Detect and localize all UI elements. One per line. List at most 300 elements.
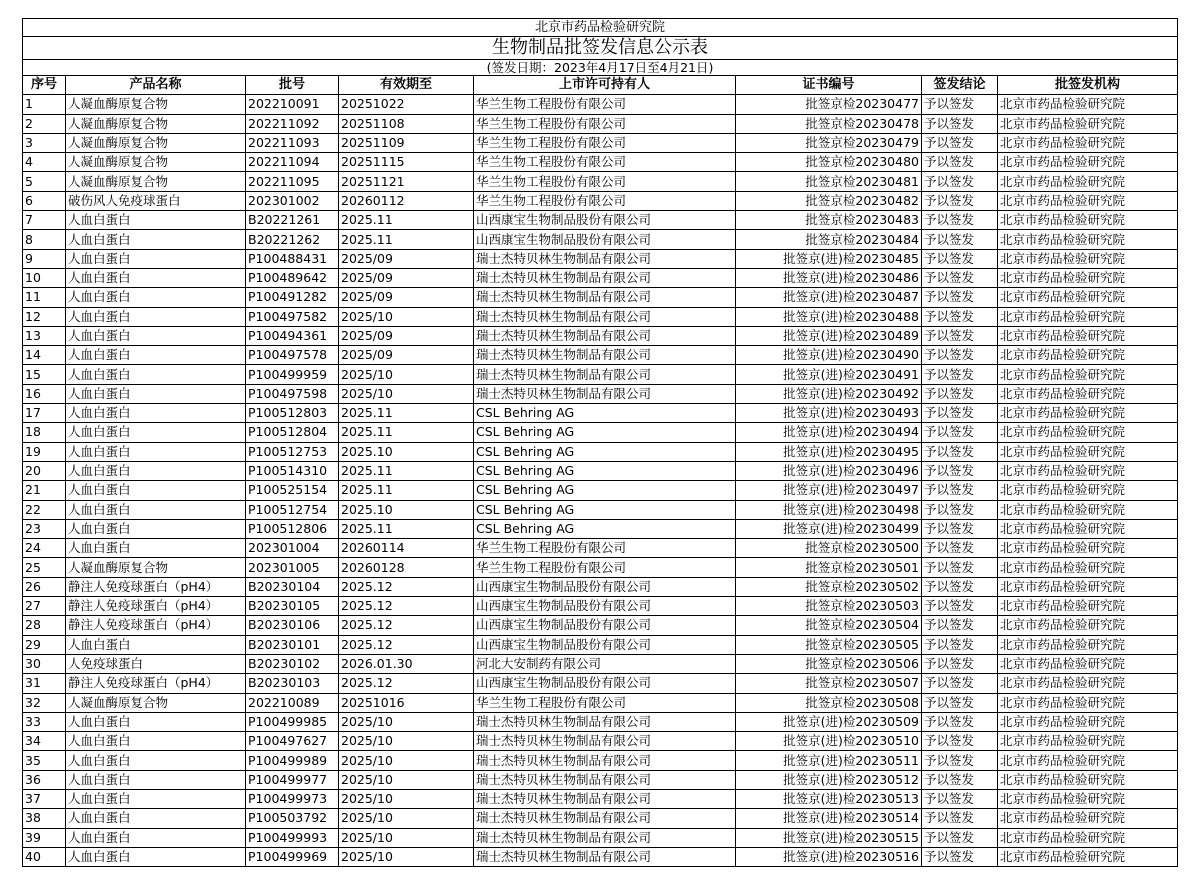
cell-col-agency[interactable]: 北京市药品检验研究院: [998, 461, 1178, 480]
cell-col-holder[interactable]: 华兰生物工程股份有限公司: [474, 558, 736, 577]
cell-col-agency[interactable]: 北京市药品检验研究院: [998, 481, 1178, 500]
cell-col-cert[interactable]: 批签京检20230482: [736, 191, 922, 210]
cell-col-cert[interactable]: 批签京(进)检20230493: [736, 404, 922, 423]
cell-col-agency[interactable]: 北京市药品检验研究院: [998, 828, 1178, 847]
cell-col-agency[interactable]: 北京市药品检验研究院: [998, 539, 1178, 558]
cell-col-cert[interactable]: 批签京检20230484: [736, 230, 922, 249]
cell-col-batch[interactable]: P100499977: [246, 770, 339, 789]
cell-col-conclusion[interactable]: 予以签发: [922, 307, 998, 326]
cell-col-seq[interactable]: 6: [23, 191, 66, 210]
cell-col-agency[interactable]: 北京市药品检验研究院: [998, 365, 1178, 384]
cell-col-holder[interactable]: 华兰生物工程股份有限公司: [474, 133, 736, 152]
cell-col-cert[interactable]: 批签京检20230483: [736, 211, 922, 230]
cell-col-agency[interactable]: 北京市药品检验研究院: [998, 249, 1178, 268]
cell-col-holder[interactable]: 瑞士杰特贝林生物制品有限公司: [474, 847, 736, 866]
cell-col-cert[interactable]: 批签京(进)检20230489: [736, 326, 922, 345]
cell-col-product[interactable]: 人免疫球蛋白: [66, 654, 246, 673]
cell-col-conclusion[interactable]: 予以签发: [922, 346, 998, 365]
cell-col-agency[interactable]: 北京市药品检验研究院: [998, 153, 1178, 172]
cell-col-product[interactable]: 人血白蛋白: [66, 288, 246, 307]
cell-col-batch[interactable]: P100499959: [246, 365, 339, 384]
cell-col-seq[interactable]: 16: [23, 384, 66, 403]
cell-col-conclusion[interactable]: 予以签发: [922, 249, 998, 268]
cell-col-agency[interactable]: 北京市药品检验研究院: [998, 211, 1178, 230]
cell-col-expiry[interactable]: 20251016: [339, 693, 474, 712]
cell-col-holder[interactable]: 华兰生物工程股份有限公司: [474, 153, 736, 172]
cell-col-holder[interactable]: CSL Behring AG: [474, 423, 736, 442]
cell-col-expiry[interactable]: 2025/10: [339, 365, 474, 384]
cell-col-cert[interactable]: 批签京(进)检20230496: [736, 461, 922, 480]
cell-col-agency[interactable]: 北京市药品检验研究院: [998, 732, 1178, 751]
cell-col-expiry[interactable]: 2025/09: [339, 326, 474, 345]
cell-col-conclusion[interactable]: 予以签发: [922, 404, 998, 423]
cell-col-cert[interactable]: 批签京(进)检20230485: [736, 249, 922, 268]
cell-col-cert[interactable]: 批签京(进)检20230487: [736, 288, 922, 307]
cell-col-agency[interactable]: 北京市药品检验研究院: [998, 519, 1178, 538]
cell-col-batch[interactable]: B20230105: [246, 597, 339, 616]
cell-col-product[interactable]: 人血白蛋白: [66, 307, 246, 326]
cell-col-batch[interactable]: P100497582: [246, 307, 339, 326]
cell-col-cert[interactable]: 批签京(进)检20230509: [736, 712, 922, 731]
cell-col-seq[interactable]: 35: [23, 751, 66, 770]
cell-col-expiry[interactable]: 2025/09: [339, 346, 474, 365]
cell-col-cert[interactable]: 批签京检20230508: [736, 693, 922, 712]
cell-col-product[interactable]: 人血白蛋白: [66, 847, 246, 866]
cell-col-conclusion[interactable]: 予以签发: [922, 268, 998, 287]
cell-col-product[interactable]: 破伤风人免疫球蛋白: [66, 191, 246, 210]
cell-col-expiry[interactable]: 2025.11: [339, 481, 474, 500]
cell-col-cert[interactable]: 批签京检20230501: [736, 558, 922, 577]
cell-col-batch[interactable]: 202301002: [246, 191, 339, 210]
cell-col-batch[interactable]: 202210091: [246, 95, 339, 114]
cell-col-expiry[interactable]: 2025.11: [339, 519, 474, 538]
cell-col-batch[interactable]: P100499969: [246, 847, 339, 866]
cell-col-expiry[interactable]: 2025.12: [339, 635, 474, 654]
cell-col-holder[interactable]: CSL Behring AG: [474, 404, 736, 423]
cell-col-batch[interactable]: 202301004: [246, 539, 339, 558]
cell-col-agency[interactable]: 北京市药品检验研究院: [998, 404, 1178, 423]
cell-col-expiry[interactable]: 20251109: [339, 133, 474, 152]
cell-col-seq[interactable]: 25: [23, 558, 66, 577]
header-col-batch[interactable]: 批号: [246, 76, 339, 95]
cell-col-seq[interactable]: 3: [23, 133, 66, 152]
cell-col-conclusion[interactable]: 予以签发: [922, 712, 998, 731]
cell-col-product[interactable]: 人凝血酶原复合物: [66, 95, 246, 114]
cell-col-agency[interactable]: 北京市药品检验研究院: [998, 751, 1178, 770]
cell-col-conclusion[interactable]: 予以签发: [922, 423, 998, 442]
cell-col-product[interactable]: 人血白蛋白: [66, 461, 246, 480]
header-col-seq[interactable]: 序号: [23, 76, 66, 95]
cell-col-product[interactable]: 人血白蛋白: [66, 423, 246, 442]
cell-col-holder[interactable]: 山西康宝生物制品股份有限公司: [474, 635, 736, 654]
cell-col-cert[interactable]: 批签京(进)检20230514: [736, 809, 922, 828]
cell-col-expiry[interactable]: 2025/10: [339, 384, 474, 403]
cell-col-conclusion[interactable]: 予以签发: [922, 539, 998, 558]
cell-col-seq[interactable]: 24: [23, 539, 66, 558]
cell-col-seq[interactable]: 30: [23, 654, 66, 673]
cell-col-batch[interactable]: B20230103: [246, 674, 339, 693]
cell-col-conclusion[interactable]: 予以签发: [922, 770, 998, 789]
cell-col-agency[interactable]: 北京市药品检验研究院: [998, 789, 1178, 808]
cell-col-product[interactable]: 静注人免疫球蛋白（pH4）: [66, 674, 246, 693]
cell-col-seq[interactable]: 22: [23, 500, 66, 519]
cell-col-conclusion[interactable]: 予以签发: [922, 114, 998, 133]
cell-col-seq[interactable]: 36: [23, 770, 66, 789]
cell-col-batch[interactable]: P100514310: [246, 461, 339, 480]
cell-col-product[interactable]: 人凝血酶原复合物: [66, 558, 246, 577]
cell-col-batch[interactable]: P100497598: [246, 384, 339, 403]
cell-col-agency[interactable]: 北京市药品检验研究院: [998, 558, 1178, 577]
cell-col-expiry[interactable]: 20260128: [339, 558, 474, 577]
cell-col-holder[interactable]: 瑞士杰特贝林生物制品有限公司: [474, 346, 736, 365]
cell-col-seq[interactable]: 14: [23, 346, 66, 365]
cell-col-cert[interactable]: 批签京检20230481: [736, 172, 922, 191]
cell-col-product[interactable]: 人血白蛋白: [66, 732, 246, 751]
cell-col-cert[interactable]: 批签京(进)检20230490: [736, 346, 922, 365]
cell-col-agency[interactable]: 北京市药品检验研究院: [998, 268, 1178, 287]
cell-col-product[interactable]: 人凝血酶原复合物: [66, 114, 246, 133]
cell-col-holder[interactable]: 华兰生物工程股份有限公司: [474, 114, 736, 133]
cell-col-batch[interactable]: P100489642: [246, 268, 339, 287]
cell-col-batch[interactable]: P100497578: [246, 346, 339, 365]
cell-col-expiry[interactable]: 2025/10: [339, 732, 474, 751]
cell-col-cert[interactable]: 批签京(进)检20230510: [736, 732, 922, 751]
cell-col-agency[interactable]: 北京市药品检验研究院: [998, 712, 1178, 731]
cell-col-holder[interactable]: 瑞士杰特贝林生物制品有限公司: [474, 770, 736, 789]
cell-col-seq[interactable]: 20: [23, 461, 66, 480]
cell-col-product[interactable]: 人血白蛋白: [66, 384, 246, 403]
cell-col-agency[interactable]: 北京市药品检验研究院: [998, 288, 1178, 307]
cell-col-seq[interactable]: 12: [23, 307, 66, 326]
cell-col-holder[interactable]: 华兰生物工程股份有限公司: [474, 95, 736, 114]
cell-col-product[interactable]: 人血白蛋白: [66, 404, 246, 423]
cell-col-expiry[interactable]: 2025.11: [339, 211, 474, 230]
cell-col-expiry[interactable]: 2025.11: [339, 461, 474, 480]
cell-col-conclusion[interactable]: 予以签发: [922, 326, 998, 345]
cell-col-conclusion[interactable]: 予以签发: [922, 95, 998, 114]
cell-col-cert[interactable]: 批签京(进)检20230495: [736, 442, 922, 461]
cell-col-holder[interactable]: 瑞士杰特贝林生物制品有限公司: [474, 828, 736, 847]
cell-col-expiry[interactable]: 2025.11: [339, 230, 474, 249]
cell-col-product[interactable]: 人血白蛋白: [66, 809, 246, 828]
cell-col-seq[interactable]: 11: [23, 288, 66, 307]
header-col-holder[interactable]: 上市许可持有人: [474, 76, 736, 95]
cell-col-seq[interactable]: 39: [23, 828, 66, 847]
cell-col-expiry[interactable]: 2025.11: [339, 404, 474, 423]
cell-col-seq[interactable]: 19: [23, 442, 66, 461]
cell-col-agency[interactable]: 北京市药品检验研究院: [998, 95, 1178, 114]
cell-col-conclusion[interactable]: 予以签发: [922, 365, 998, 384]
cell-col-agency[interactable]: 北京市药品检验研究院: [998, 346, 1178, 365]
cell-col-expiry[interactable]: 2025/10: [339, 307, 474, 326]
cell-col-product[interactable]: 人血白蛋白: [66, 211, 246, 230]
cell-col-batch[interactable]: P100491282: [246, 288, 339, 307]
cell-col-batch[interactable]: P100499973: [246, 789, 339, 808]
cell-col-expiry[interactable]: 2025.12: [339, 674, 474, 693]
cell-col-conclusion[interactable]: 予以签发: [922, 442, 998, 461]
cell-col-batch[interactable]: 202211093: [246, 133, 339, 152]
cell-col-seq[interactable]: 7: [23, 211, 66, 230]
cell-col-seq[interactable]: 13: [23, 326, 66, 345]
cell-col-holder[interactable]: 瑞士杰特贝林生物制品有限公司: [474, 809, 736, 828]
cell-col-cert[interactable]: 批签京检20230479: [736, 133, 922, 152]
cell-col-seq[interactable]: 33: [23, 712, 66, 731]
cell-col-product[interactable]: 人血白蛋白: [66, 365, 246, 384]
cell-col-holder[interactable]: 山西康宝生物制品股份有限公司: [474, 211, 736, 230]
cell-col-conclusion[interactable]: 予以签发: [922, 654, 998, 673]
cell-col-holder[interactable]: CSL Behring AG: [474, 442, 736, 461]
cell-col-batch[interactable]: P100512804: [246, 423, 339, 442]
cell-col-agency[interactable]: 北京市药品检验研究院: [998, 674, 1178, 693]
cell-col-agency[interactable]: 北京市药品检验研究院: [998, 809, 1178, 828]
cell-col-expiry[interactable]: 2025.11: [339, 423, 474, 442]
cell-col-cert[interactable]: 批签京检20230503: [736, 597, 922, 616]
cell-col-cert[interactable]: 批签京检20230477: [736, 95, 922, 114]
cell-col-conclusion[interactable]: 予以签发: [922, 732, 998, 751]
cell-col-seq[interactable]: 4: [23, 153, 66, 172]
cell-col-expiry[interactable]: 2025.10: [339, 442, 474, 461]
cell-col-batch[interactable]: P100503792: [246, 809, 339, 828]
cell-col-product[interactable]: 人血白蛋白: [66, 751, 246, 770]
cell-col-agency[interactable]: 北京市药品检验研究院: [998, 635, 1178, 654]
cell-col-agency[interactable]: 北京市药品检验研究院: [998, 693, 1178, 712]
cell-col-conclusion[interactable]: 予以签发: [922, 133, 998, 152]
cell-col-expiry[interactable]: 2025/10: [339, 847, 474, 866]
cell-col-cert[interactable]: 批签京(进)检20230492: [736, 384, 922, 403]
cell-col-agency[interactable]: 北京市药品检验研究院: [998, 577, 1178, 596]
cell-col-conclusion[interactable]: 予以签发: [922, 500, 998, 519]
cell-col-cert[interactable]: 批签京检20230507: [736, 674, 922, 693]
cell-col-holder[interactable]: 山西康宝生物制品股份有限公司: [474, 616, 736, 635]
cell-col-product[interactable]: 人血白蛋白: [66, 500, 246, 519]
cell-col-cert[interactable]: 批签京(进)检20230516: [736, 847, 922, 866]
cell-col-product[interactable]: 人血白蛋白: [66, 346, 246, 365]
cell-col-conclusion[interactable]: 予以签发: [922, 384, 998, 403]
cell-col-agency[interactable]: 北京市药品检验研究院: [998, 172, 1178, 191]
cell-col-holder[interactable]: 瑞士杰特贝林生物制品有限公司: [474, 326, 736, 345]
cell-col-agency[interactable]: 北京市药品检验研究院: [998, 442, 1178, 461]
cell-col-agency[interactable]: 北京市药品检验研究院: [998, 191, 1178, 210]
cell-col-holder[interactable]: 瑞士杰特贝林生物制品有限公司: [474, 789, 736, 808]
cell-col-seq[interactable]: 29: [23, 635, 66, 654]
header-col-conclusion[interactable]: 签发结论: [922, 76, 998, 95]
cell-col-conclusion[interactable]: 予以签发: [922, 693, 998, 712]
cell-col-cert[interactable]: 批签京检20230504: [736, 616, 922, 635]
cell-col-cert[interactable]: 批签京检20230505: [736, 635, 922, 654]
cell-col-product[interactable]: 人血白蛋白: [66, 712, 246, 731]
cell-col-expiry[interactable]: 20251121: [339, 172, 474, 191]
cell-col-batch[interactable]: P100499989: [246, 751, 339, 770]
cell-col-conclusion[interactable]: 予以签发: [922, 230, 998, 249]
cell-col-seq[interactable]: 9: [23, 249, 66, 268]
cell-col-product[interactable]: 人血白蛋白: [66, 249, 246, 268]
cell-col-expiry[interactable]: 2025/09: [339, 268, 474, 287]
cell-col-holder[interactable]: 瑞士杰特贝林生物制品有限公司: [474, 365, 736, 384]
cell-col-expiry[interactable]: 2025.12: [339, 597, 474, 616]
cell-col-conclusion[interactable]: 予以签发: [922, 847, 998, 866]
cell-col-conclusion[interactable]: 予以签发: [922, 211, 998, 230]
cell-col-conclusion[interactable]: 予以签发: [922, 635, 998, 654]
cell-col-product[interactable]: 人血白蛋白: [66, 268, 246, 287]
cell-col-expiry[interactable]: 2025/09: [339, 249, 474, 268]
cell-col-conclusion[interactable]: 予以签发: [922, 809, 998, 828]
cell-col-holder[interactable]: 山西康宝生物制品股份有限公司: [474, 674, 736, 693]
cell-col-seq[interactable]: 8: [23, 230, 66, 249]
cell-col-product[interactable]: 人血白蛋白: [66, 326, 246, 345]
cell-col-batch[interactable]: P100499985: [246, 712, 339, 731]
cell-col-seq[interactable]: 17: [23, 404, 66, 423]
cell-col-holder[interactable]: 华兰生物工程股份有限公司: [474, 539, 736, 558]
cell-col-agency[interactable]: 北京市药品检验研究院: [998, 230, 1178, 249]
org-title[interactable]: 北京市药品检验研究院: [23, 19, 1178, 37]
cell-col-product[interactable]: 人血白蛋白: [66, 519, 246, 538]
cell-col-batch[interactable]: P100512754: [246, 500, 339, 519]
cell-col-conclusion[interactable]: 予以签发: [922, 481, 998, 500]
cell-col-cert[interactable]: 批签京(进)检20230511: [736, 751, 922, 770]
cell-col-expiry[interactable]: 20251115: [339, 153, 474, 172]
cell-col-conclusion[interactable]: 予以签发: [922, 558, 998, 577]
cell-col-seq[interactable]: 40: [23, 847, 66, 866]
cell-col-cert[interactable]: 批签京(进)检20230488: [736, 307, 922, 326]
cell-col-batch[interactable]: P100512753: [246, 442, 339, 461]
cell-col-cert[interactable]: 批签京(进)检20230498: [736, 500, 922, 519]
cell-col-seq[interactable]: 1: [23, 95, 66, 114]
cell-col-holder[interactable]: 瑞士杰特贝林生物制品有限公司: [474, 712, 736, 731]
cell-col-product[interactable]: 人血白蛋白: [66, 789, 246, 808]
cell-col-agency[interactable]: 北京市药品检验研究院: [998, 500, 1178, 519]
cell-col-holder[interactable]: 瑞士杰特贝林生物制品有限公司: [474, 751, 736, 770]
cell-col-cert[interactable]: 批签京检20230506: [736, 654, 922, 673]
cell-col-cert[interactable]: 批签京(进)检20230497: [736, 481, 922, 500]
cell-col-holder[interactable]: 瑞士杰特贝林生物制品有限公司: [474, 268, 736, 287]
cell-col-agency[interactable]: 北京市药品检验研究院: [998, 423, 1178, 442]
cell-col-holder[interactable]: 瑞士杰特贝林生物制品有限公司: [474, 732, 736, 751]
cell-col-conclusion[interactable]: 予以签发: [922, 519, 998, 538]
cell-col-holder[interactable]: 山西康宝生物制品股份有限公司: [474, 230, 736, 249]
cell-col-expiry[interactable]: 2026.01.30: [339, 654, 474, 673]
cell-col-conclusion[interactable]: 予以签发: [922, 616, 998, 635]
cell-col-batch[interactable]: B20230101: [246, 635, 339, 654]
cell-col-seq[interactable]: 15: [23, 365, 66, 384]
cell-col-cert[interactable]: 批签京检20230502: [736, 577, 922, 596]
cell-col-seq[interactable]: 21: [23, 481, 66, 500]
cell-col-cert[interactable]: 批签京(进)检20230512: [736, 770, 922, 789]
cell-col-conclusion[interactable]: 予以签发: [922, 153, 998, 172]
cell-col-holder[interactable]: 华兰生物工程股份有限公司: [474, 191, 736, 210]
cell-col-cert[interactable]: 批签京(进)检20230499: [736, 519, 922, 538]
cell-col-conclusion[interactable]: 予以签发: [922, 461, 998, 480]
header-col-product[interactable]: 产品名称: [66, 76, 246, 95]
cell-col-conclusion[interactable]: 予以签发: [922, 789, 998, 808]
cell-col-batch[interactable]: B20230104: [246, 577, 339, 596]
cell-col-batch[interactable]: 202211092: [246, 114, 339, 133]
cell-col-seq[interactable]: 2: [23, 114, 66, 133]
cell-col-seq[interactable]: 28: [23, 616, 66, 635]
cell-col-seq[interactable]: 23: [23, 519, 66, 538]
cell-col-product[interactable]: 人凝血酶原复合物: [66, 693, 246, 712]
cell-col-seq[interactable]: 10: [23, 268, 66, 287]
cell-col-seq[interactable]: 31: [23, 674, 66, 693]
cell-col-conclusion[interactable]: 予以签发: [922, 597, 998, 616]
cell-col-batch[interactable]: B20221261: [246, 211, 339, 230]
cell-col-batch[interactable]: P100488431: [246, 249, 339, 268]
cell-col-holder[interactable]: CSL Behring AG: [474, 500, 736, 519]
cell-col-agency[interactable]: 北京市药品检验研究院: [998, 114, 1178, 133]
cell-col-conclusion[interactable]: 予以签发: [922, 577, 998, 596]
cell-col-product[interactable]: 人血白蛋白: [66, 442, 246, 461]
cell-col-conclusion[interactable]: 予以签发: [922, 191, 998, 210]
cell-col-seq[interactable]: 38: [23, 809, 66, 828]
cell-col-holder[interactable]: 华兰生物工程股份有限公司: [474, 172, 736, 191]
cell-col-agency[interactable]: 北京市药品检验研究院: [998, 654, 1178, 673]
cell-col-batch[interactable]: P100497627: [246, 732, 339, 751]
cell-col-expiry[interactable]: 2025/10: [339, 770, 474, 789]
cell-col-batch[interactable]: B20221262: [246, 230, 339, 249]
cell-col-batch[interactable]: P100525154: [246, 481, 339, 500]
cell-col-product[interactable]: 人血白蛋白: [66, 828, 246, 847]
cell-col-agency[interactable]: 北京市药品检验研究院: [998, 616, 1178, 635]
cell-col-expiry[interactable]: 2025.12: [339, 577, 474, 596]
cell-col-cert[interactable]: 批签京(进)检20230515: [736, 828, 922, 847]
cell-col-seq[interactable]: 32: [23, 693, 66, 712]
cell-col-product[interactable]: 人血白蛋白: [66, 481, 246, 500]
cell-col-cert[interactable]: 批签京(进)检20230491: [736, 365, 922, 384]
cell-col-cert[interactable]: 批签京(进)检20230513: [736, 789, 922, 808]
cell-col-cert[interactable]: 批签京检20230500: [736, 539, 922, 558]
cell-col-expiry[interactable]: 2025/10: [339, 828, 474, 847]
cell-col-conclusion[interactable]: 予以签发: [922, 674, 998, 693]
cell-col-batch[interactable]: P100494361: [246, 326, 339, 345]
cell-col-holder[interactable]: 瑞士杰特贝林生物制品有限公司: [474, 384, 736, 403]
cell-col-product[interactable]: 静注人免疫球蛋白（pH4）: [66, 577, 246, 596]
cell-col-product[interactable]: 静注人免疫球蛋白（pH4）: [66, 616, 246, 635]
cell-col-product[interactable]: 静注人免疫球蛋白（pH4）: [66, 597, 246, 616]
cell-col-seq[interactable]: 27: [23, 597, 66, 616]
cell-col-agency[interactable]: 北京市药品检验研究院: [998, 597, 1178, 616]
cell-col-batch[interactable]: 202210089: [246, 693, 339, 712]
cell-col-conclusion[interactable]: 予以签发: [922, 172, 998, 191]
cell-col-seq[interactable]: 34: [23, 732, 66, 751]
cell-col-holder[interactable]: 瑞士杰特贝林生物制品有限公司: [474, 249, 736, 268]
cell-col-product[interactable]: 人血白蛋白: [66, 539, 246, 558]
cell-col-expiry[interactable]: 2025/09: [339, 288, 474, 307]
cell-col-cert[interactable]: 批签京(进)检20230494: [736, 423, 922, 442]
cell-col-expiry[interactable]: 2025.12: [339, 616, 474, 635]
cell-col-batch[interactable]: 202211094: [246, 153, 339, 172]
cell-col-holder[interactable]: 华兰生物工程股份有限公司: [474, 693, 736, 712]
cell-col-holder[interactable]: CSL Behring AG: [474, 519, 736, 538]
cell-col-holder[interactable]: 山西康宝生物制品股份有限公司: [474, 597, 736, 616]
cell-col-batch[interactable]: P100512803: [246, 404, 339, 423]
cell-col-holder[interactable]: 河北大安制药有限公司: [474, 654, 736, 673]
header-col-cert[interactable]: 证书编号: [736, 76, 922, 95]
cell-col-expiry[interactable]: 2025/10: [339, 809, 474, 828]
cell-col-seq[interactable]: 37: [23, 789, 66, 808]
cell-col-batch[interactable]: P100499993: [246, 828, 339, 847]
cell-col-product[interactable]: 人血白蛋白: [66, 635, 246, 654]
cell-col-agency[interactable]: 北京市药品检验研究院: [998, 133, 1178, 152]
cell-col-agency[interactable]: 北京市药品检验研究院: [998, 847, 1178, 866]
table-title[interactable]: 生物制品批签发信息公示表: [23, 37, 1178, 60]
cell-col-product[interactable]: 人血白蛋白: [66, 230, 246, 249]
cell-col-holder[interactable]: CSL Behring AG: [474, 461, 736, 480]
cell-col-conclusion[interactable]: 予以签发: [922, 828, 998, 847]
cell-col-product[interactable]: 人凝血酶原复合物: [66, 153, 246, 172]
cell-col-expiry[interactable]: 20260112: [339, 191, 474, 210]
cell-col-holder[interactable]: 山西康宝生物制品股份有限公司: [474, 577, 736, 596]
header-col-agency[interactable]: 批签发机构: [998, 76, 1178, 95]
cell-col-batch[interactable]: B20230102: [246, 654, 339, 673]
